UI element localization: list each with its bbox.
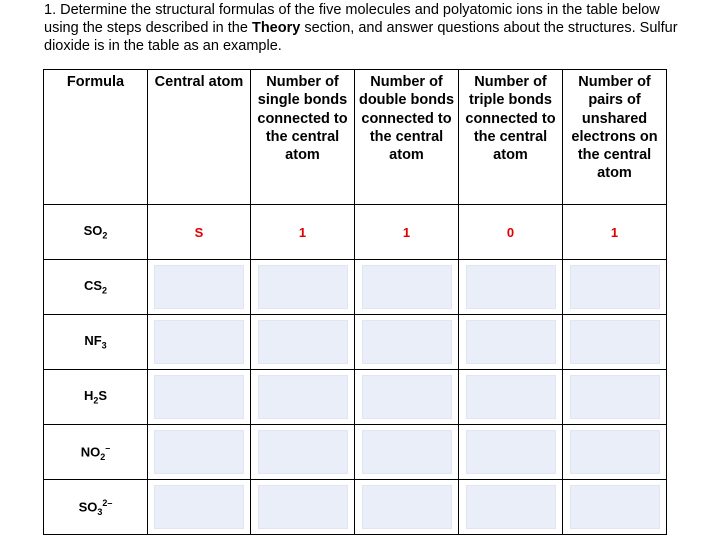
answer-cell[interactable] [563, 370, 667, 425]
answer-cell[interactable] [563, 425, 667, 480]
table-row-so2 [44, 205, 667, 260]
formula-cell: $NF_3$ [44, 315, 148, 370]
answer-cell[interactable] [563, 480, 667, 535]
unshared-pairs-field[interactable] [570, 430, 660, 474]
triple-bonds-field[interactable] [466, 265, 556, 309]
formula-cell: $NO_2^-$ [44, 425, 148, 480]
example-single-bonds: 1 [251, 205, 355, 260]
answer-cell[interactable] [148, 370, 251, 425]
formula-cell: $SO_2$ [44, 205, 148, 260]
example-double-bonds: 1 [355, 205, 459, 260]
unshared-pairs-field[interactable] [570, 265, 660, 309]
example-unshared-pairs: 1 [563, 205, 667, 260]
table-row-no2-ion [44, 425, 667, 480]
single-bonds-field[interactable] [258, 375, 348, 419]
single-bonds-field[interactable] [258, 485, 348, 529]
answer-cell[interactable] [148, 260, 251, 315]
answer-cell[interactable] [355, 370, 459, 425]
triple-bonds-field[interactable] [466, 485, 556, 529]
answer-cell[interactable] [251, 425, 355, 480]
single-bonds-field[interactable] [258, 265, 348, 309]
header-central-atom: Central atom [148, 70, 251, 205]
answer-cell[interactable] [563, 315, 667, 370]
answer-cell[interactable] [459, 370, 563, 425]
double-bonds-field[interactable] [362, 430, 452, 474]
central-atom-field[interactable] [154, 485, 244, 529]
double-bonds-field[interactable] [362, 485, 452, 529]
answer-cell[interactable] [355, 315, 459, 370]
answer-cell[interactable] [355, 425, 459, 480]
answer-cell[interactable] [251, 315, 355, 370]
formula-cell: $H_2S$ [44, 370, 148, 425]
header-triple-bonds: Number of triple bonds connected to the central atom [459, 70, 563, 205]
double-bonds-field[interactable] [362, 375, 452, 419]
table-row-cs2 [44, 260, 667, 315]
unshared-pairs-field[interactable] [570, 375, 660, 419]
instructions-part1: 1. Determine the structural formulas of the five molecules and polyatomic ions in the table below using the steps described in the [44, 2, 660, 36]
triple-bonds-field[interactable] [466, 320, 556, 364]
answer-cell[interactable] [459, 425, 563, 480]
answer-cell[interactable] [251, 370, 355, 425]
theory-link-text: Theory [251, 20, 301, 36]
central-atom-field[interactable] [154, 430, 244, 474]
double-bonds-field[interactable] [362, 265, 452, 309]
table-row-h2s [44, 370, 667, 425]
single-bonds-field[interactable] [258, 320, 348, 364]
formula-cell: $SO_3^{2-}$ [44, 480, 148, 535]
answer-cell[interactable] [251, 260, 355, 315]
answer-cell[interactable] [148, 315, 251, 370]
single-bonds-field[interactable] [258, 430, 348, 474]
central-atom-field[interactable] [154, 375, 244, 419]
answer-cell[interactable] [355, 480, 459, 535]
header-formula: Formula [44, 70, 148, 205]
header-double-bonds: Number of double bonds connected to the central atom [355, 70, 459, 205]
answer-cell[interactable] [251, 480, 355, 535]
header-row [44, 70, 667, 205]
unshared-pairs-field[interactable] [570, 485, 660, 529]
table-row-so3-ion [44, 480, 667, 535]
answer-cell[interactable] [148, 480, 251, 535]
central-atom-field[interactable] [154, 320, 244, 364]
answer-cell[interactable] [459, 260, 563, 315]
answer-cell[interactable] [563, 260, 667, 315]
header-unshared-pairs: Number of pairs of unshared electrons on the central atom [563, 70, 667, 205]
example-triple-bonds: 0 [459, 205, 563, 260]
table-row-nf3 [44, 315, 667, 370]
instructions [44, 1, 684, 55]
formula-cell: $CS_2$ [44, 260, 148, 315]
instructions-part2: section, and answer questions about the structures. Sulfur dioxide is in the table as an example. [44, 20, 678, 54]
answer-cell[interactable] [459, 315, 563, 370]
answer-cell[interactable] [355, 260, 459, 315]
answer-cell[interactable] [459, 480, 563, 535]
answer-cell[interactable] [148, 425, 251, 480]
unshared-pairs-field[interactable] [570, 320, 660, 364]
example-central-atom: S [148, 205, 251, 260]
structures-table [43, 69, 667, 535]
triple-bonds-field[interactable] [466, 430, 556, 474]
header-single-bonds: Number of single bonds connected to the central atom [251, 70, 355, 205]
central-atom-field[interactable] [154, 265, 244, 309]
triple-bonds-field[interactable] [466, 375, 556, 419]
double-bonds-field[interactable] [362, 320, 452, 364]
